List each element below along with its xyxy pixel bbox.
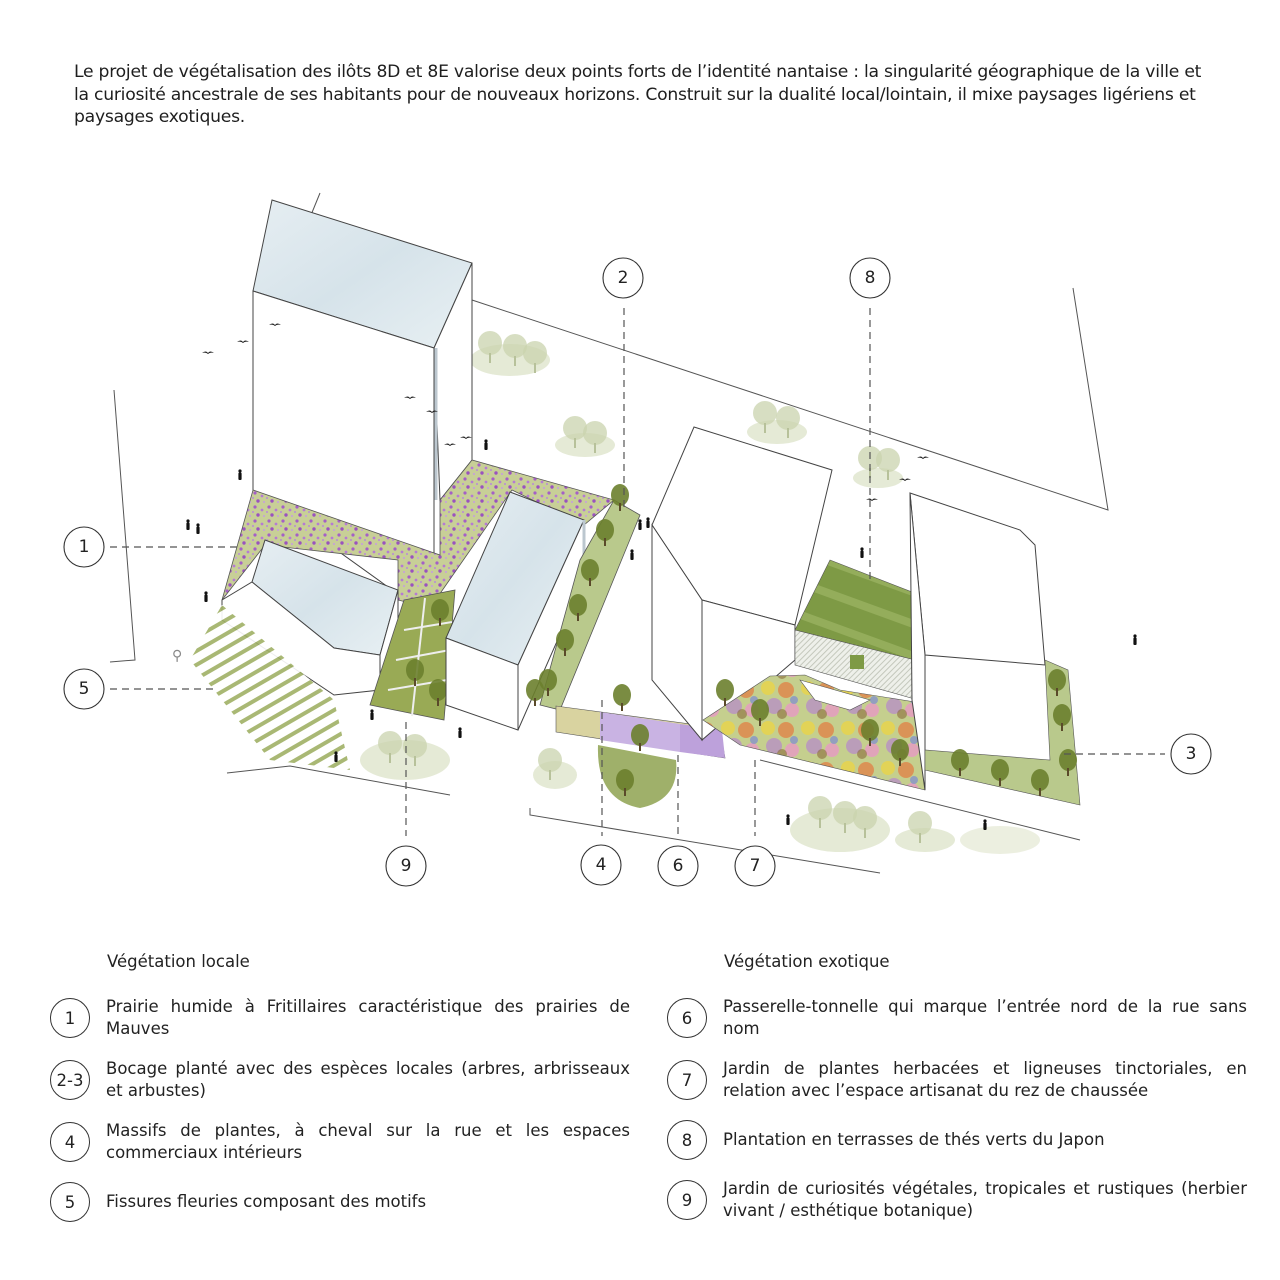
legend-item-9 [667, 1178, 1247, 1222]
legend-text: Jardin de plantes herbacées et ligneuses tinctoriales, en relation avec l’espace artisanat du rez de chaussée [723, 1059, 1247, 1100]
legend-badge: 1 [50, 998, 90, 1038]
legend-exotic-heading: Végétation exotique [724, 952, 890, 971]
legend-item-6 [667, 996, 1247, 1040]
building-right [910, 493, 1045, 790]
legend-text: Plantation en terrasses de thés verts du Japon [723, 1130, 1105, 1149]
legend-badge: 5 [50, 1182, 90, 1222]
svg-text:1: 1 [78, 537, 90, 557]
callout-6 [658, 846, 698, 886]
legend-item-8 [667, 1120, 1247, 1160]
legend-text: Bocage planté avec des espèces locales (arbres, arbrisseaux et arbustes) [106, 1059, 630, 1100]
svg-text:8: 8 [864, 268, 876, 288]
legend-item-5 [50, 1182, 630, 1222]
legend-badge: 4 [50, 1122, 90, 1162]
svg-text:2: 2 [617, 268, 629, 288]
callout-1 [64, 527, 104, 567]
legend-item-4 [50, 1120, 630, 1164]
callout-9 [386, 846, 426, 886]
legend-text: Passerelle-tonnelle qui marque l’entrée nord de la rue sans nom [723, 997, 1247, 1038]
callout-3 [1171, 734, 1211, 774]
svg-text:9: 9 [400, 856, 412, 876]
legend-badge: 8 [667, 1120, 707, 1160]
legend-badge: 2-3 [50, 1060, 90, 1100]
legend-text: Jardin de curiosités végétales, tropicales et rustiques (herbier vivant / esthétique botanique) [723, 1179, 1247, 1220]
legend-text: Massifs de plantes, à cheval sur la rue et les espaces commerciaux intérieurs [106, 1121, 630, 1162]
bocage-strip-3 [925, 660, 1080, 805]
callout-7 [735, 846, 775, 886]
callout-8 [850, 258, 890, 298]
legend-badge: 7 [667, 1060, 707, 1100]
legend-local [50, 952, 630, 1222]
callout-2 [603, 258, 643, 298]
legend-item-7 [667, 1058, 1247, 1102]
legend-badge: 6 [667, 998, 707, 1038]
legend-item-2-3 [50, 1058, 630, 1102]
intro-paragraph: Le projet de végétalisation des ilôts 8D et 8E valorise deux points forts de l’identité nantaise : la singularité géographique de la ville et la curiosité ancestrale de ses habitants pour de nouveaux horizons. Construit sur la dualité local/lointain, il mixe paysages ligériens et paysages exotiques. [74, 62, 1202, 127]
legend-exotic [667, 952, 1247, 1222]
svg-text:4: 4 [595, 855, 607, 875]
svg-text:3: 3 [1185, 744, 1197, 764]
callout-4 [581, 845, 621, 885]
svg-text:7: 7 [749, 856, 761, 876]
legend-item-1 [50, 996, 630, 1040]
svg-text:5: 5 [78, 679, 90, 699]
legend-text: Fissures fleuries composant des motifs [106, 1192, 427, 1211]
legend-badge: 9 [667, 1180, 707, 1220]
svg-text:6: 6 [672, 856, 684, 876]
legend-text: Prairie humide à Fritillaires caractéristique des prairies de Mauves [106, 997, 630, 1038]
svg-text:⚲: ⚲ [172, 648, 183, 664]
callout-5 [64, 669, 104, 709]
legend-local-heading: Végétation locale [107, 952, 250, 971]
